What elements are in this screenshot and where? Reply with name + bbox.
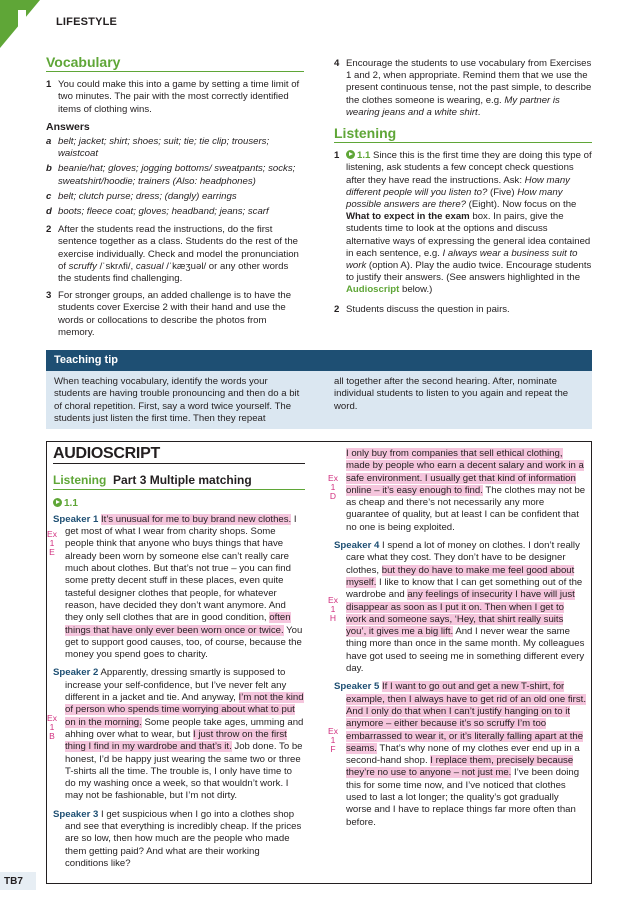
answer-a: a belt; jacket; shirt; shoes; suit; tie; tie clip; trousers; waistcoat bbox=[46, 136, 270, 160]
audioscript-subheading: Listening Part 3 Multiple matching bbox=[53, 474, 305, 489]
vocab-item-4: 4 Encourage the students to use vocabulary from Exercises 1 and 2, when appropriate. Remind them that we use the present continuous tense, not the past simple, to describe the clothes someone is wearing, e.g. My partner is wearing jeans and a white shirt. bbox=[334, 58, 592, 118]
section-label: LIFESTYLE bbox=[56, 16, 118, 28]
listening-item-1: 1 1.1 Since this is the first time they are doing this type of listening, ask students a few concept check questions after they have read the instructions. Ask: How many different people will you listen to? (Five) How many possible answers are there? (Eight). Now focus on the What to expect in the exam box. In pairs, give the students time to look at the options and discuss alternative ways of expressing the general idea contained in each sentence, e.g. I always wear a business suit to work (option A). Play the audio twice. Encourage students to justify their answers. (See answers highlighted in the Audioscript below.) bbox=[334, 150, 592, 296]
answer-d: d boots; fleece coat; gloves; headband; jeans; scarf bbox=[46, 206, 269, 218]
tip-text-right: all together after the second hearing. After, nominate individual students to listen to you again and repeat the word. bbox=[334, 376, 569, 412]
answer-marker-h: Ex 1 H bbox=[328, 595, 338, 623]
speaker-2-text: Speaker 2 Apparently, dressing smartly is supposed to increase your self-confidence, but I’ve never felt any different in a jacket and tie. And anyway, I’m not the kind of person who spends time worrying about what to put on in the morning. Some people take ages, umming and ahhing over what to wear, but I just throw on the first thing I find in my wardrobe and that’s it. Job done. To be honest, I’d be happy just wearing the same two or three T-shirts all the time. The trouble is, I only have time to do my washing once a week, so that wouldn’t work. I may not be fashionable, but I’m not dirty. bbox=[53, 667, 304, 802]
answer-marker-d: Ex 1 D bbox=[328, 473, 338, 501]
answers-heading: Answers bbox=[46, 120, 90, 133]
vocabulary-heading: Vocabulary bbox=[46, 56, 304, 72]
chapter-corner-mark bbox=[0, 0, 40, 48]
listening-heading: Listening bbox=[334, 127, 592, 143]
answer-marker-b: Ex 1 B bbox=[47, 713, 57, 741]
vocab-item-2: 2 After the students read the instructions, do the first sentence together as a class. Students do the rest of the exercise individually. Check and model the pronunciation of scruffy /ˈskrʌfi/, casual /ˈkæʒuəl/ or any other words the students find challenging. bbox=[46, 224, 299, 285]
vocab-item-3: 3 For stronger groups, an added challenge is to have the students cover Exercise 2 with their hand and use the words or collocations to describe the photos from memory. bbox=[46, 290, 292, 338]
vocab-item-1: 1 You could make this into a game by setting a time limit of two minutes. The pair with the most correctly identified items of clothing wins. bbox=[46, 79, 300, 115]
left-column bbox=[46, 56, 304, 344]
audio-track: 1.1 bbox=[53, 498, 305, 510]
page-number: TB7 bbox=[0, 872, 36, 890]
audioscript-title: AUDIOSCRIPT bbox=[53, 448, 305, 464]
play-track-icon[interactable] bbox=[53, 498, 62, 507]
play-audio-icon[interactable] bbox=[346, 150, 355, 159]
answer-marker-f: Ex 1 F bbox=[328, 726, 338, 754]
speaker-3-text-cont: I only buy from companies that sell ethical clothing, made by people who earn a decent salary and work in a safe environment. I usually get that kind of information online – it’s easy enough to find. The clothes may not be as cheap and there’s not necessarily any more guarantee of quality, but at least I can be confident that no one is being exploited. bbox=[346, 448, 586, 533]
answer-c: c belt; clutch purse; dress; (dangly) earrings bbox=[46, 190, 237, 202]
answer-b: b beanie/hat; gloves; jogging bottoms/ sweatpants; socks; sweatshirt/hoodie; trainers (Also: headphones) bbox=[46, 163, 296, 187]
listening-item-2: 2 Students discuss the question in pairs. bbox=[334, 303, 510, 315]
answer-marker-e: Ex 1 E bbox=[47, 529, 57, 557]
teaching-tip-heading: Teaching tip bbox=[46, 350, 592, 371]
speaker-3-text-start: Speaker 3 I get suspicious when I go into a clothes shop and see that everything is incredibly cheap. If the prices are so low, then how much are the people who made them getting paid? And what are their working conditions like? bbox=[53, 808, 302, 869]
audioscript-left-column bbox=[53, 445, 305, 876]
tip-text-left: When teaching vocabulary, identify the words your students are having trouble pronouncing and then do a bit of choral repetition. First, say a word twice yourself. The students just listen the first time. Then they repeat bbox=[54, 376, 300, 425]
right-column bbox=[334, 58, 592, 321]
speaker-4-text: Speaker 4 I spend a lot of money on clothes. I don’t really care what they cost. They don’t have to be designer clothes, but they do have to make me feel good about myself. I like to know that I can get something out of the wardrobe and any feelings of insecurity I have will just disappear as soon as I put it on. Then when I get to work and someone says, ‘Hey, that shirt really suits you’, it gives me a big lift. And I never wear the same thing more than once in the same month. My colleagues have got used to seeing me in something different every day. bbox=[334, 540, 585, 675]
speaker-1-text: Speaker 1 It’s unusual for me to buy brand new clothes. I get most of what I wear from charity shops. Some people think that anyone who buys things that have already been worn by someone else can’t really care much about clothes. But that’s not true – you can find some pretty decent stuff in these places, even quite tasteful designer clothes that people, for whatever reason, have decided they don’t want anymore. And they only sell clothes that are in good condition, often things that have only ever been worn once or twice. You get to support good causes, too, of course, because the money you spend goes to charity. bbox=[53, 513, 303, 661]
audioscript-right-column bbox=[334, 448, 586, 835]
speaker-5-text: Speaker 5 If I want to go out and get a new T-shirt, for example, then I always have to get rid of an old one first. And I only do that when I can’t justify hanging on to it anymore – either because it’s so scruffy I’m too embarrassed to wear it, or it’s literally falling apart at the seams. That’s why none of my clothes ever end up in a second-hand shop. I replace them, precisely because they’re no use to anyone – not just me. I’ve been doing this for some time now, and I’ve noticed that clothes used to last a lot longer; the quality’s got gradually worse and I have to replace things far more often than before. bbox=[334, 681, 586, 828]
teaching-tip-box bbox=[46, 371, 592, 429]
